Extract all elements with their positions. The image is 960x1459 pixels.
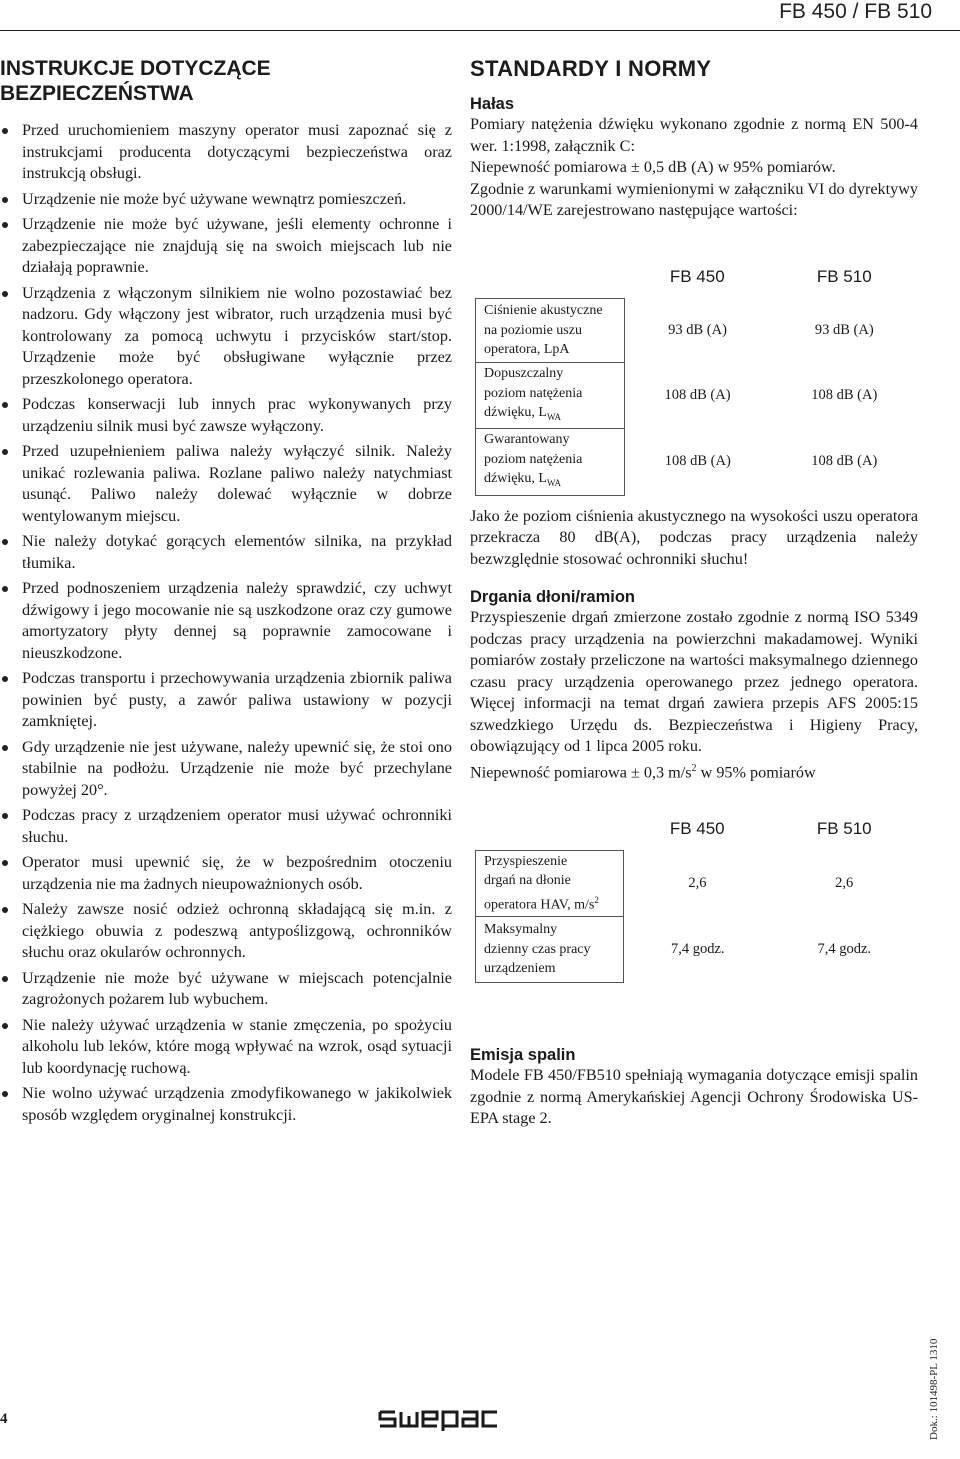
page-number: 4 [0,1411,8,1427]
brand-text: swepac [378,1404,381,1405]
vibration-table [475,807,918,983]
safety-item [0,120,452,185]
bullet-icon [2,976,8,982]
bullet-icon [2,128,8,134]
noise-note: Jako że poziom ciśnienia akustycznego na wysokości uszu operatora przekracza 80 dB(A), podczas pracy urządzenia należy bezwzględnie stosować ochronniki słuchu! [470,506,918,568]
bullet-icon [2,291,8,297]
bullet-icon [2,1091,8,1097]
vibration-uncertainty-text: Niepewność pomiarowa ± 0,3 m/s [470,762,692,781]
noise-value-fb510: 93 dB (A) [814,322,874,338]
noise-value-fb450: 108 dB (A) [664,387,731,404]
safety-item-text: Należy zawsze nosić odzież ochronną składającą się m.in. z ciężkiego obuwia z podeszwą antypoślizgową, ochronników słuchu oraz okularów ochronnych. [22,900,452,961]
bullet-icon [2,539,8,545]
safety-item-text: Operator musi upewnić się, że w bezpośrednim otoczeniu urządzenia nie ma żadnych nieupoważnionych osób. [22,853,452,893]
row-label-superscript: 2 [594,894,599,905]
safety-item-text: Podczas konserwacji lub innych prac wykonywanych przy urządzeniu silnik musi być zawsze wyłączony. [22,395,452,435]
safety-item-text: Podczas pracy z urządzeniem operator musi używać ochronniki słuchu. [22,806,452,846]
safety-item-text: Nie należy dotykać gorących elementów silnika, na przykład tłumika. [22,532,452,572]
safety-item [0,805,452,848]
noise-value-fb450: 108 dB (A) [664,453,731,470]
row-label-line: drgań na dłonie [484,873,571,889]
standards-heading: STANDARDY I NORMY [470,56,712,81]
row-label-line: Gwarantowany [484,432,570,448]
noise-intro-1: Pomiary natężenia dźwięku wykonano zgodnie z normą EN 500-4 wer. 1:1998, załącznik C: [470,115,918,155]
bullet-icon [2,449,8,455]
safety-item-text: Urządzenia z włączonym silnikiem nie wolno pozostawiać bez nadzoru. Gdy włączony jest wibrator, ruch urządzenia musi być kontrolowany za pomocą uchwytu i przycisków start/stop. Urządzenie może być obsługiwane wyłącznie przez przeszkolonego operatora. [22,283,452,388]
row-label-line: na poziomie uszu [484,322,582,338]
vibration-text: Przyspieszenie drgań zmierzone zostało zgodnie z normą ISO 5349 podczas pracy urządzenia na powierzchni makadamowej. Wyniki pomiarów zostały przeliczone na wartości maksymalnego dziennego czasu pracy urządzenia operowanego przez jednego operatora. Więcej informacji na temat drgań zawiera przepis AFS 2005:15 szwedzkiego Urzędu ds. Bezpieczeństwa i Higieny Pracy, obowiązujący od 1 lipca 2005 roku. [470,608,918,756]
row-label-text: operatora, LpA [484,342,570,358]
row-label-subscript: WA [546,411,561,422]
safety-item [0,668,452,733]
vibration-col-fb510: FB 510 [816,818,872,838]
row-label-text: dźwięku, L [484,405,547,420]
row-label-line: Ciśnienie akustyczne [484,303,603,319]
vibration-value-fb450: 7,4 godz. [670,941,725,958]
safety-list [0,120,452,1126]
vibration-row-label [476,917,624,983]
safety-item [0,283,452,391]
bullet-icon [2,402,8,408]
safety-item-text: Przed uzupełnieniem paliwa należy wyłączyć silnik. Należy unikać rozlewania paliwa. Rozlane paliwo należy natychmiast usunąć. Paliwo należy dolewać wyłącznie w dobrze wentylowanym miejscu. [22,442,452,525]
row-label-line: Dopuszczalny [484,366,564,381]
safety-item [0,968,452,1011]
noise-col-fb510: FB 510 [816,267,872,286]
vibration-row-label [476,850,624,916]
safety-item-text: Przed uruchomieniem maszyny operator musi zapoznać się z instrukcjami producenta dotyczącymi bezpieczeństwa oraz instrukcją obsługi. [22,121,452,182]
safety-item [0,441,452,527]
emissions-text: Modele FB 450/FB510 spełniają wymagania dotyczące emisji spalin zgodnie z normą Amerykańskiej Agencji Ochrony Środowiska US-EPA stage 2. [470,1066,918,1128]
vibration-value-fb450: 2,6 [688,875,707,892]
row-label-text: operatora HAV, m/s [484,897,595,913]
noise-row [476,299,918,363]
noise-table [475,235,918,496]
vibration-value-fb510: 2,6 [835,875,854,892]
safety-item [0,1083,452,1126]
safety-item-text: Urządzenie nie może być używane wewnątrz pomieszczeń. [22,189,407,208]
row-label-subscript: WA [546,478,561,489]
row-label-line [484,469,618,493]
row-label-line [484,340,618,360]
bullet-icon [2,586,8,592]
vibration-table-header [476,807,918,850]
vibration-uncertainty-sup: 2 [691,762,697,774]
safety-item-text: Podczas transportu i przechowywania urządzenia zbiornik paliwa powinien być pusty, a zawór paliwa ustawiony w pozycji zamkniętej. [22,669,452,730]
safety-item-text: Nie należy używać urządzenia w stanie zmęczenia, po spożyciu alkoholu lub leków, które mogą wpływać na wzrok, osąd sytuacji lub koordynację ruchową. [22,1015,452,1077]
vibration-uncertainty [470,758,918,784]
noise-intro-2: Niepewność pomiarowa ± 0,5 dB (A) w 95% pomiarów. [470,158,836,176]
row-label-text: dźwięku, L [484,471,547,487]
safety-heading: INSTRUKCJE DOTYCZĄCE BEZPIECZEŃSTWA [0,57,271,105]
row-label-line: Maksymalny [484,922,558,938]
safety-item [0,737,452,802]
noise-intro-3: Zgodnie z warunkami wymienionymi w załączniku VI do dyrektywy 2000/14/WE zarejestrowano następujące wartości: [470,179,918,219]
vibration-col-fb450: FB 450 [669,818,725,838]
safety-item [0,899,452,964]
noise-row [476,429,918,495]
row-label-line [484,403,618,427]
safety-item [0,394,452,437]
header-rule [0,30,960,31]
emissions-heading: Emisja spalin [470,1046,576,1065]
safety-item-text: Urządzenie nie może być używane w miejscach potencjalnie zagrożonych pożarem lub wybuchem. [22,968,452,1008]
safety-item [0,189,452,211]
safety-item [0,1015,452,1080]
safety-section [0,56,452,1130]
bullet-icon [2,222,8,228]
row-label-line: poziom natężenia [484,385,583,401]
document-header-title: FB 450 / FB 510 [779,0,932,23]
noise-heading: Hałas [470,95,515,113]
row-label-line [484,891,617,915]
row-label-line: urządzeniem [484,961,556,977]
vibration-row [476,850,918,916]
vibration-value-fb510: 7,4 godz. [817,941,872,958]
noise-value-fb510: 108 dB (A) [811,387,878,404]
row-label-line: poziom natężenia [484,451,583,467]
noise-value-fb450: 93 dB (A) [668,322,727,338]
bullet-icon [2,813,8,819]
table-corner [476,807,624,850]
safety-item-text: Gdy urządzenie nie jest używane, należy upewnić się, że stoi ono stabilnie na podłożu. Urządzenie nie może być przechylane powyżej 20°. [22,737,452,799]
bullet-icon [2,860,8,866]
row-label-line: Przyspieszenie [484,853,568,869]
noise-value-fb510: 108 dB (A) [811,453,878,470]
safety-item-text: Nie wolno używać urządzenia zmodyfikowanego w jakikolwiek sposób względem oryginalnej konstrukcji. [22,1084,452,1124]
safety-item [0,214,452,279]
noise-row-label [476,299,625,363]
noise-row-label [476,363,625,429]
bullet-icon [2,676,8,682]
noise-row-label [476,429,625,495]
noise-table-header [476,235,918,299]
bullet-icon [2,1023,8,1029]
noise-row [476,363,918,429]
swepac-logo [378,1404,508,1432]
safety-item [0,852,452,895]
noise-col-fb450: FB 450 [669,267,725,286]
safety-item-text: Urządzenie nie może być używane, jeśli elementy ochronne i zabezpieczające nie znajdują się na swoich miejscach lub nie działają poprawnie. [22,215,452,276]
bullet-icon [2,907,8,913]
safety-item-text: Przed podnoszeniem urządzenia należy sprawdzić, czy uchwyt dźwigowy i jego mocowanie nie są uszkodzone oraz czy gumowe amortyzatory płyty dennej są poprawnie zamocowane i nieuszkodzone. [22,579,452,662]
vibration-heading: Drgania dłoni/ramion [470,588,636,607]
document-code: Dok.: 101498-PL 1310 [928,1338,940,1440]
row-label-line: dzienny czas pracy [484,941,591,957]
safety-item [0,531,452,574]
vibration-uncertainty-tail: w 95% pomiarów [696,762,816,781]
standards-section [470,56,918,1130]
vibration-row [476,917,918,983]
safety-item [0,578,452,664]
bullet-icon [2,197,8,203]
table-corner [476,235,625,299]
bullet-icon [2,745,8,751]
